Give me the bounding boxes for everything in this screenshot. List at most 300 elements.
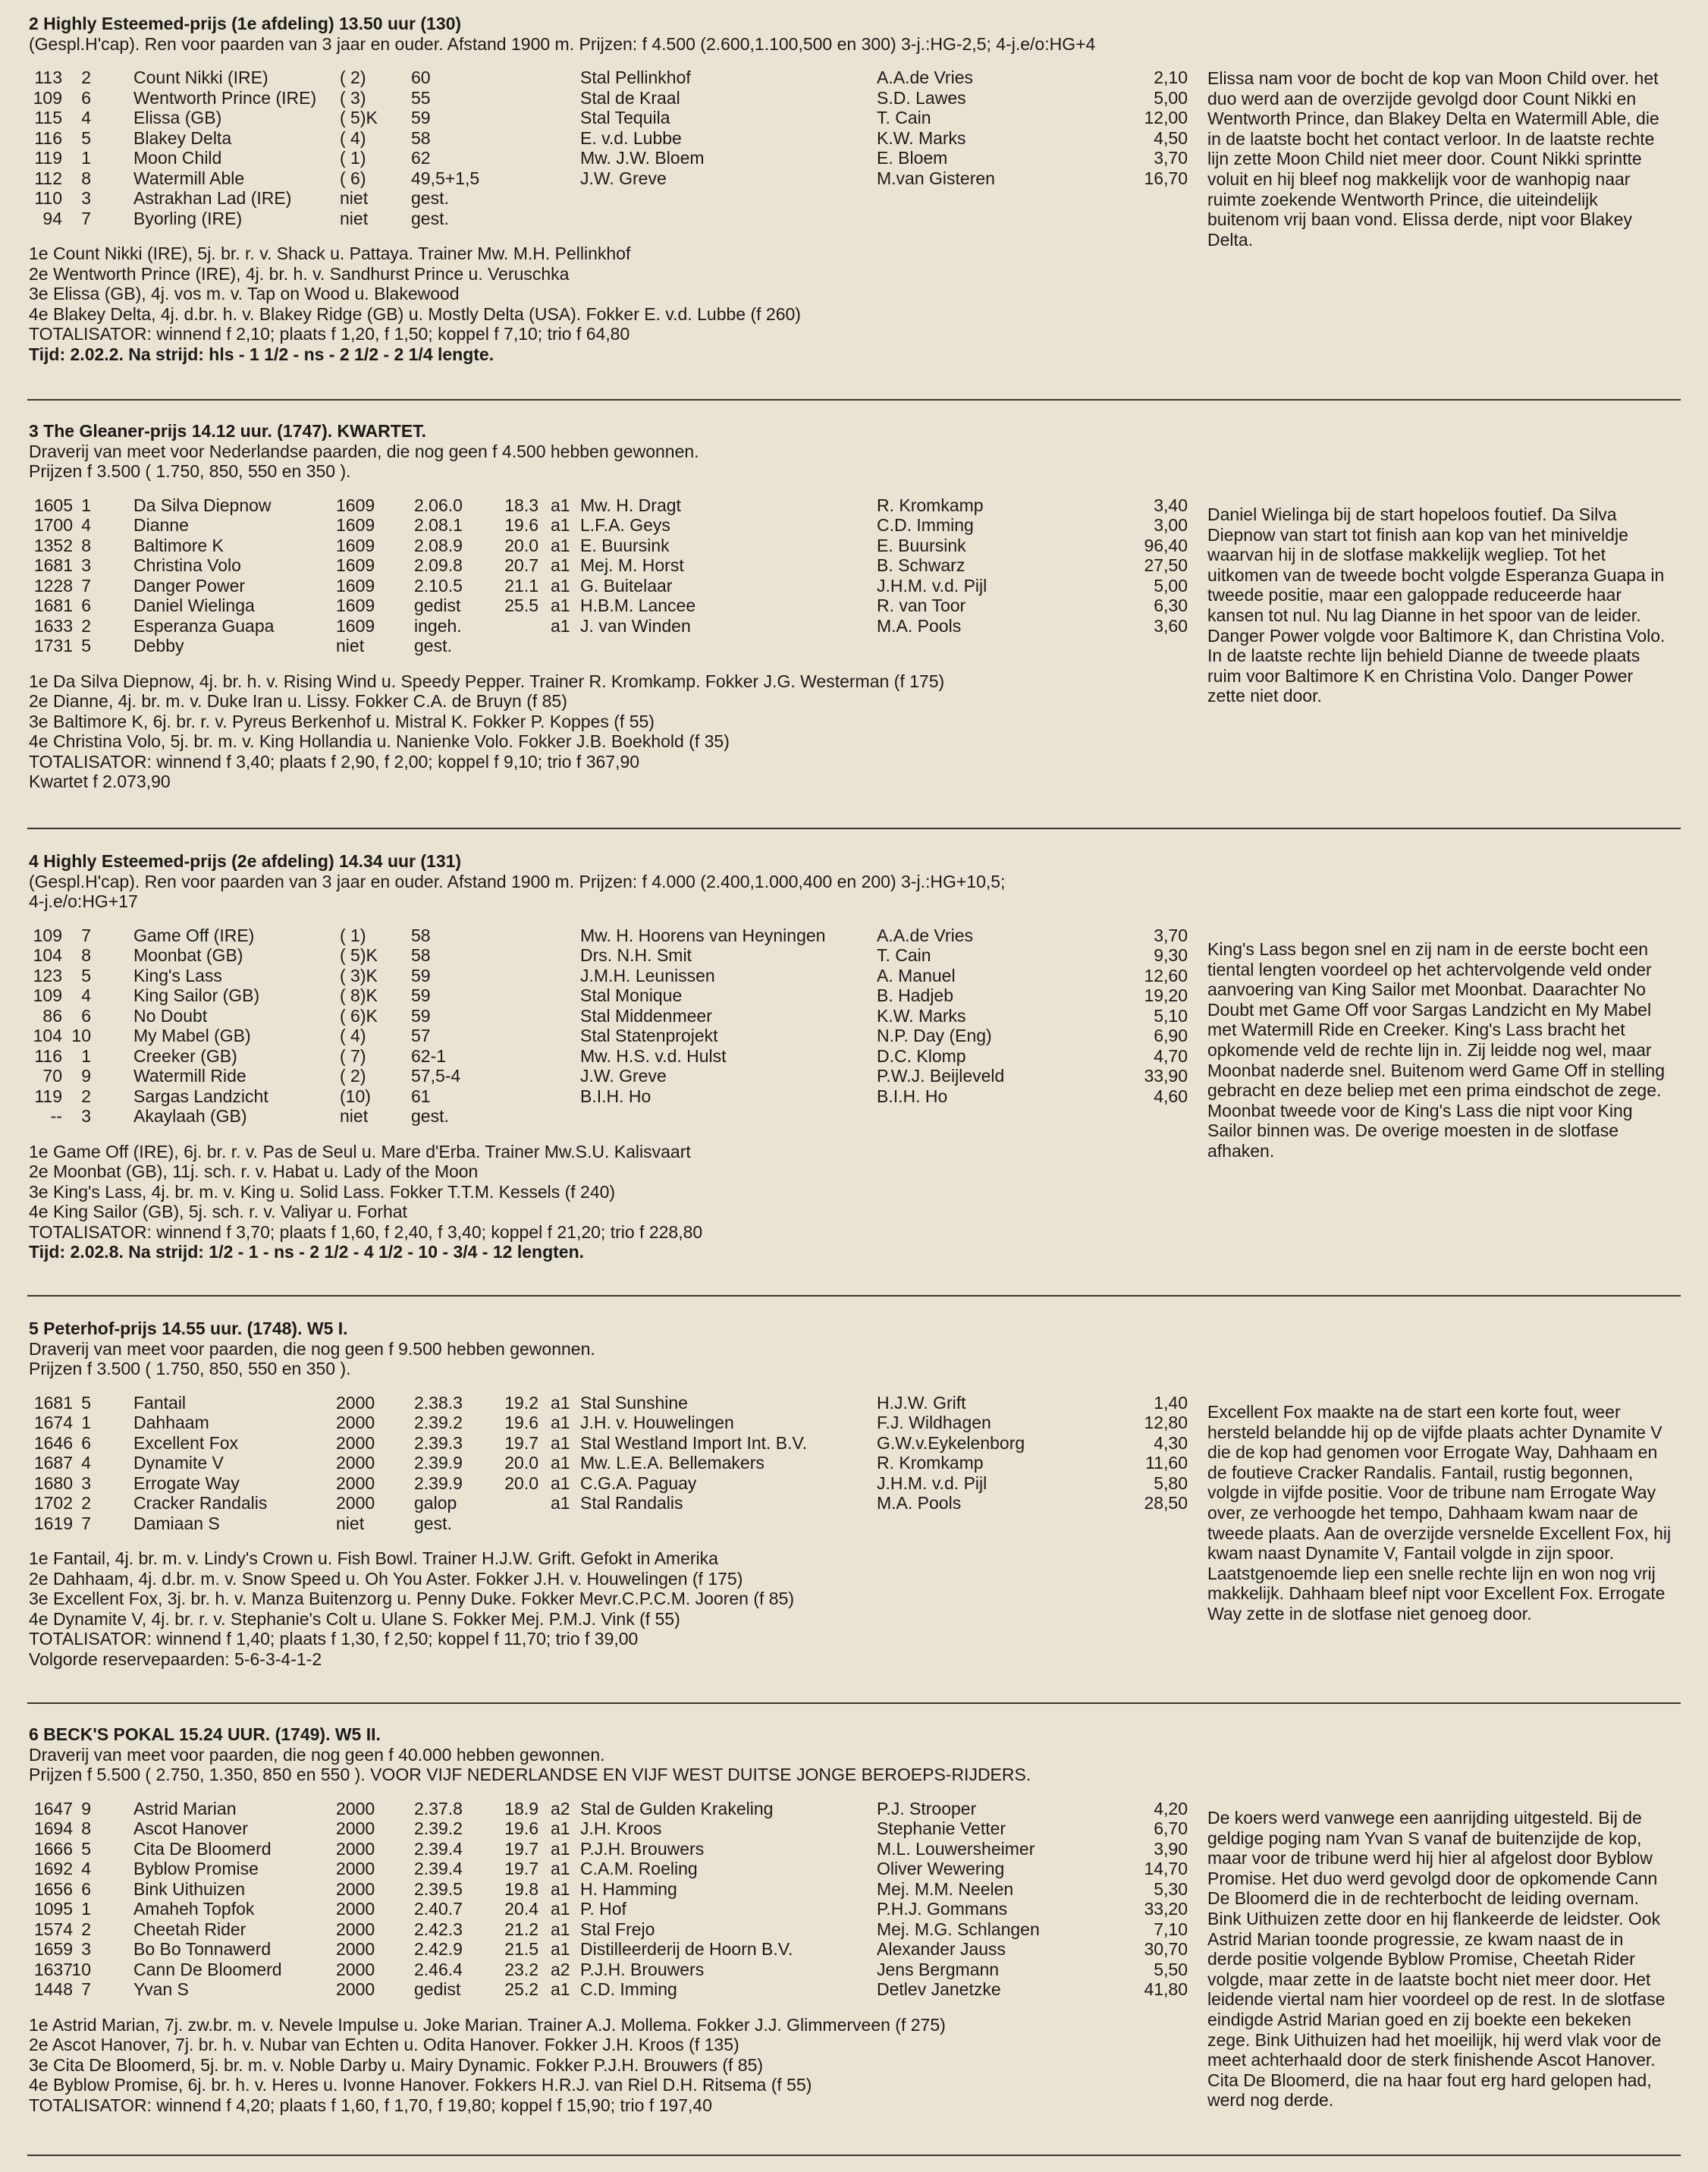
entry-dist: niet bbox=[336, 636, 365, 655]
entry-odds: 5,30 bbox=[1154, 1878, 1188, 1899]
entry-cls: a1 bbox=[551, 1939, 570, 1959]
entry-jockey: H.J.W. Grift bbox=[877, 1392, 966, 1413]
entry-draw: (10) bbox=[340, 1086, 371, 1106]
entry-dist: 2000 bbox=[336, 1413, 375, 1432]
race-commentary: De koers werd vanwege een aanrijding uitgesteld. Bij de geldige poging nam Yvan S vanaf de buitenzijde de kop, maar voor de tribune werd hij hier al afgelost door Byblow Promise. Het duo werd gevolgd door de opkomende Cann De Bloomerd die in de rechterbocht de leiding overnam. Bink Uithuizen zette door en hij flankeerde de leidster. Ook Astrid Marian toonde progressie, ze kwam naast de in derde positie volgende Byblow Promise, Cheetah Rider volgde, maar zette in de laatste bocht niet meer door. Het leidende viertal nam hier voordeel op de rest. In de slotfase eindigde Astrid Marian goed en zij boekte een bekeken zege. Bink Uithuizen had het moeilijk, hij werd vlak voor de meet achterhaald door de sterk finishende Ascot Hanover. Cita De Bloomerd, die na haar fout erg hard gelopen had, werd nog derde. bbox=[1207, 1808, 1666, 2111]
entry-odds: 7,10 bbox=[1154, 1919, 1188, 1939]
entry-dist: 2000 bbox=[336, 1818, 375, 1838]
entry-weight: 61 bbox=[411, 1086, 431, 1106]
entry-jockey: M.van Gisteren bbox=[877, 168, 995, 188]
entry-rating: 1637 bbox=[33, 1959, 73, 1979]
footer-line: 2e Ascot Hanover, 7j. br. h. v. Nubar van Echten u. Odita Hanover. Fokker J.H. Kroos (f 135) bbox=[29, 2035, 739, 2054]
entry-jockey: M.A. Pools bbox=[877, 615, 962, 636]
entry-cls: a1 bbox=[551, 1413, 570, 1432]
entry-cls: a1 bbox=[551, 615, 570, 636]
entry-rating: 104 bbox=[33, 945, 62, 965]
section-divider bbox=[27, 2155, 1681, 2156]
entry-rating: 1692 bbox=[33, 1859, 73, 1878]
entry-name: My Mabel (GB) bbox=[133, 1026, 251, 1045]
entry-rating: 1681 bbox=[33, 1392, 73, 1413]
entry-km: 19.6 bbox=[504, 1413, 538, 1432]
footer-line: 2e Dianne, 4j. br. m. v. Duke Iran u. Lissy. Fokker C.A. de Bruyn (f 85) bbox=[29, 691, 567, 711]
entry-time: 2.08.9 bbox=[414, 535, 463, 555]
race-section bbox=[29, 421, 1676, 792]
entry-num: 8 bbox=[81, 945, 91, 965]
entry-rating: 1659 bbox=[33, 1939, 73, 1959]
race-section bbox=[29, 851, 1676, 1262]
entry-rating: 109 bbox=[33, 985, 62, 1005]
entry-rating: 1095 bbox=[33, 1899, 73, 1919]
entry-time: 2.39.5 bbox=[414, 1878, 463, 1899]
entry-num: 3 bbox=[81, 1473, 91, 1493]
entry-draw: ( 7) bbox=[340, 1045, 366, 1066]
entry-name: Debby bbox=[133, 636, 184, 655]
entry-cls: a1 bbox=[551, 1859, 570, 1878]
entry-rating: 86 bbox=[42, 1005, 62, 1026]
entry-num: 4 bbox=[81, 1453, 91, 1473]
entry-cls: a1 bbox=[551, 495, 570, 515]
entry-dist: 1609 bbox=[336, 495, 375, 515]
entry-name: Christina Volo bbox=[133, 555, 241, 575]
entry-draw: ( 8)K bbox=[340, 985, 378, 1005]
entry-num: 4 bbox=[81, 985, 91, 1005]
entry-cls: a1 bbox=[551, 1392, 570, 1413]
entry-jockey: B. Hadjeb bbox=[877, 985, 954, 1005]
entry-name: Ascot Hanover bbox=[133, 1818, 248, 1838]
entry-weight: 60 bbox=[411, 68, 431, 87]
footer-line: TOTALISATOR: winnend f 4,20; plaats f 1,60, f 1,70, f 19,80; koppel f 15,90; trio f 197,40 bbox=[29, 2095, 712, 2115]
entry-draw: niet bbox=[340, 208, 369, 228]
entry-num: 6 bbox=[81, 87, 91, 108]
entry-jockey: P.H.J. Gommans bbox=[877, 1899, 1008, 1919]
entry-num: 1 bbox=[81, 1413, 91, 1432]
entry-km: 20.0 bbox=[504, 1453, 538, 1473]
entry-jockey: J.H.M. v.d. Pijl bbox=[877, 575, 987, 596]
entry-jockey: A.A.de Vries bbox=[877, 925, 973, 945]
entry-jockey: Mej. M.M. Neelen bbox=[877, 1878, 1014, 1899]
entry-time: 2.06.0 bbox=[414, 495, 463, 515]
entry-jockey: P.J. Strooper bbox=[877, 1798, 977, 1818]
entry-name: Wentworth Prince (IRE) bbox=[133, 87, 317, 108]
entry-km: 23.2 bbox=[504, 1959, 538, 1979]
entry-name: Astrakhan Lad (IRE) bbox=[133, 188, 292, 208]
entry-weight: 57 bbox=[411, 1026, 431, 1045]
footer-line: 4e Dynamite V, 4j. br. r. v. Stephanie's Colt u. Ulane S. Fokker Mej. P.M.J. Vink (f 55) bbox=[29, 1608, 680, 1629]
entry-draw: ( 6)K bbox=[340, 1005, 378, 1026]
race-conditions: (Gespl.H'cap). Ren voor paarden van 3 jaar en ouder. Afstand 1900 m. Prijzen: f 4.500 (2.600,1.100,500 en 300) 3-j.:HG-2,5; 4-j.e/o:HG+4 bbox=[29, 33, 1096, 54]
entry-time: gedist bbox=[414, 596, 461, 615]
entry-num: 7 bbox=[81, 208, 91, 228]
entry-odds: 30,70 bbox=[1144, 1939, 1188, 1959]
race-commentary: King's Lass begon snel en zij nam in de eerste bocht een tiental lengten voordeel op het achtervolgende veld onder aanvoering van King Sailor met Moonbat. Daarachter No Doubt met Game Off voor Sargas Landzicht en My Mabel met Watermill Ride en Creeker. King's Lass bracht het opkomende veld de rechte lijn in. Zij leidde nog wel, maar Moonbat naderde snel. Buitenom werd Game Off in stelling gebracht en deze beliep met een prima eindschot de zege. Moonbat tweede voor de King's Lass die nipt voor King Sailor binnen was. De overige moesten in de slotfase afhaken. bbox=[1207, 939, 1666, 1161]
entry-cls: a1 bbox=[551, 575, 570, 596]
entry-cls: a2 bbox=[551, 1959, 570, 1979]
entry-draw: ( 3) bbox=[340, 87, 366, 108]
entry-jockey: S.D. Lawes bbox=[877, 87, 966, 108]
entry-km: 21.1 bbox=[504, 575, 538, 596]
entry-dist: 2000 bbox=[336, 1919, 375, 1939]
entry-odds: 11,60 bbox=[1145, 1453, 1188, 1473]
entry-name: Astrid Marian bbox=[133, 1798, 237, 1818]
race-conditions: Draverij van meet voor paarden, die nog geen f 40.000 hebben gewonnen. bbox=[29, 1744, 605, 1765]
entry-time: gest. bbox=[414, 636, 452, 655]
race-conditions: Draverij van meet voor Nederlandse paarden, die nog geen f 4.500 hebben gewonnen. bbox=[29, 441, 699, 461]
entry-time: 2.46.4 bbox=[414, 1959, 463, 1979]
entry-name: Excellent Fox bbox=[133, 1432, 239, 1453]
entry-odds: 12,60 bbox=[1144, 965, 1188, 985]
entry-rating: 1619 bbox=[33, 1513, 73, 1533]
entry-owner: Stal Pellinkhof bbox=[580, 68, 691, 87]
entry-time: 2.38.3 bbox=[414, 1392, 463, 1413]
entry-num: 5 bbox=[81, 636, 91, 655]
entry-odds: 2,10 bbox=[1154, 68, 1188, 87]
entry-num: 1 bbox=[81, 1045, 91, 1066]
footer-line: 4e Byblow Promise, 6j. br. h. v. Heres u. Ivonne Hanover. Fokkers H.R.J. van Riel D.H. Ritsema (f 55) bbox=[29, 2075, 812, 2095]
entry-name: Akaylaah (GB) bbox=[133, 1106, 247, 1126]
entry-num: 5 bbox=[81, 965, 91, 985]
entry-dist: 2000 bbox=[336, 1859, 375, 1878]
entry-weight: 49,5+1,5 bbox=[411, 168, 480, 188]
entry-num: 3 bbox=[81, 555, 91, 575]
entry-num: 8 bbox=[81, 168, 91, 188]
race-section bbox=[29, 14, 1676, 364]
race-title: 6 BECK'S POKAL 15.24 UUR. (1749). W5 II. bbox=[29, 1724, 381, 1744]
race-conditions: Draverij van meet voor paarden, die nog geen f 9.500 hebben gewonnen. bbox=[29, 1338, 595, 1359]
entry-km: 25.5 bbox=[504, 596, 538, 615]
entry-name: Cita De Bloomerd bbox=[133, 1838, 272, 1859]
footer-line: 1e Count Nikki (IRE), 5j. br. r. v. Shack u. Pattaya. Trainer Mw. M.H. Pellinkhof bbox=[29, 244, 631, 263]
entry-owner: Stal Middenmeer bbox=[580, 1005, 712, 1026]
entry-odds: 4,60 bbox=[1154, 1086, 1188, 1106]
entry-jockey: C.D. Imming bbox=[877, 515, 974, 535]
race-section bbox=[29, 1319, 1676, 1669]
section-divider bbox=[27, 828, 1681, 829]
entry-rating: 1574 bbox=[33, 1919, 73, 1939]
entry-owner: E. v.d. Lubbe bbox=[580, 127, 682, 148]
entry-odds: 3,00 bbox=[1154, 515, 1188, 535]
entry-name: Damiaan S bbox=[133, 1513, 220, 1533]
entry-time: galop bbox=[414, 1493, 457, 1513]
entry-dist: 1609 bbox=[336, 535, 375, 555]
entry-jockey: E. Buursink bbox=[877, 535, 966, 555]
entry-time: 2.39.9 bbox=[414, 1453, 463, 1473]
entry-num: 8 bbox=[81, 535, 91, 555]
entry-weight: 58 bbox=[411, 925, 431, 945]
entry-name: No Doubt bbox=[133, 1005, 208, 1026]
race-commentary: Daniel Wielinga bij de start hopeloos foutief. Da Silva Diepnow van start tot finish aan kop van het miniveldje waarvan hij in de slotfase makkelijk wegliep. Tot het uitkomen van de tweede bocht volgde Esperanza Guapa in tweede positie, maar een galoppade reduceerde haar kansen tot nul. Nu lag Dianne in het spoor van de leider. Danger Power volgde voor Baltimore K, dan Christina Volo. In de laatste rechte lijn behield Dianne de tweede plaats ruim voor Baltimore K en Christina Volo. Danger Power zette niet door. bbox=[1207, 504, 1666, 706]
entry-owner: Distilleerderij de Hoorn B.V. bbox=[580, 1939, 793, 1959]
entry-odds: 5,50 bbox=[1154, 1959, 1188, 1979]
entry-jockey: J.H.M. v.d. Pijl bbox=[877, 1473, 987, 1493]
entry-odds: 28,50 bbox=[1144, 1493, 1188, 1513]
entry-num: 2 bbox=[81, 1493, 91, 1513]
entry-odds: 6,90 bbox=[1154, 1026, 1188, 1045]
entry-rating: 123 bbox=[33, 965, 62, 985]
footer-line: TOTALISATOR: winnend f 1,40; plaats f 1,30, f 2,50; koppel f 11,70; trio f 39,00 bbox=[29, 1629, 639, 1649]
entry-odds: 14,70 bbox=[1144, 1859, 1188, 1878]
entry-name: Yvan S bbox=[133, 1979, 189, 1999]
entry-km: 19.7 bbox=[504, 1838, 538, 1859]
entry-cls: a1 bbox=[551, 555, 570, 575]
footer-line: 2e Wentworth Prince (IRE), 4j. br. h. v. Sandhurst Prince u. Veruschka bbox=[29, 263, 570, 284]
entry-name: Moonbat (GB) bbox=[133, 945, 243, 965]
race-title: 4 Highly Esteemed-prijs (2e afdeling) 14.34 uur (131) bbox=[29, 851, 462, 871]
entry-owner: C.D. Imming bbox=[580, 1979, 677, 1999]
entry-owner: P. Hof bbox=[580, 1899, 626, 1919]
entry-odds: 16,70 bbox=[1144, 168, 1188, 188]
entry-time: 2.10.5 bbox=[414, 575, 463, 596]
entry-owner: Stal Statenprojekt bbox=[580, 1026, 718, 1045]
entry-name: Cheetah Rider bbox=[133, 1919, 246, 1939]
entry-draw: ( 4) bbox=[340, 127, 366, 148]
footer-line: 1e Fantail, 4j. br. m. v. Lindy's Crown u. Fish Bowl. Trainer H.J.W. Grift. Gefokt in Amerika bbox=[29, 1548, 718, 1568]
entry-name: Moon Child bbox=[133, 148, 222, 168]
footer-line: 3e Elissa (GB), 4j. vos m. v. Tap on Wood u. Blakewood bbox=[29, 284, 460, 303]
entry-draw: ( 3)K bbox=[340, 965, 378, 985]
entry-km: 20.0 bbox=[504, 1473, 538, 1493]
entry-cls: a1 bbox=[551, 1473, 570, 1493]
entry-owner: J.W. Greve bbox=[580, 168, 667, 188]
entry-weight: 58 bbox=[411, 127, 431, 148]
entry-name: Baltimore K bbox=[133, 535, 224, 555]
race-conditions: Prijzen f 3.500 ( 1.750, 850, 550 en 350 ). bbox=[29, 1359, 351, 1378]
race-commentary: Elissa nam voor de bocht de kop van Moon Child over. het duo werd aan de overzijde gevolgd door Count Nikki en Wentworth Prince, dan Blakey Delta en Watermill Able, die in de laatste bocht het contact verloor. In de laatste rechte lijn zette Moon Child niet meer door. Count Nikki sprintte voluit en hij bleef nog makkelijk voor de wanhopig naar ruimte zoekende Wentworth Prince, die uiteindelijk buitenom vrij baan vond. Elissa derde, nipt voor Blakey Delta. bbox=[1207, 68, 1659, 250]
entry-time: 2.39.4 bbox=[414, 1838, 463, 1859]
entry-weight: gest. bbox=[411, 188, 449, 208]
race-time-margins: Tijd: 2.02.8. Na strijd: 1/2 - 1 - ns - 2 1/2 - 4 1/2 - 10 - 3/4 - 12 lengten. bbox=[29, 1242, 585, 1262]
footer-line: 4e Blakey Delta, 4j. d.br. h. v. Blakey Ridge (GB) u. Mostly Delta (USA). Fokker E. v.d. Lubbe (f 260) bbox=[29, 303, 801, 324]
entry-odds: 6,30 bbox=[1154, 596, 1188, 615]
entry-cls: a1 bbox=[551, 1493, 570, 1513]
entry-weight: 62 bbox=[411, 148, 431, 168]
entry-jockey: G.W.v.Eykelenborg bbox=[877, 1432, 1025, 1453]
entry-owner: Mej. M. Horst bbox=[580, 555, 684, 575]
entry-cls: a1 bbox=[551, 596, 570, 615]
entry-odds: 4,20 bbox=[1154, 1798, 1188, 1818]
entry-num: 10 bbox=[71, 1026, 91, 1045]
entry-odds: 5,10 bbox=[1154, 1005, 1188, 1026]
race-title: 3 The Gleaner-prijs 14.12 uur. (1747). KWARTET. bbox=[29, 421, 427, 441]
footer-line: 3e King's Lass, 4j. br. m. v. King u. Solid Lass. Fokker T.T.M. Kessels (f 240) bbox=[29, 1181, 616, 1202]
entry-jockey: T. Cain bbox=[877, 945, 931, 965]
entry-cls: a1 bbox=[551, 1919, 570, 1939]
entry-weight: 59 bbox=[411, 108, 431, 127]
entry-owner: G. Buitelaar bbox=[580, 575, 673, 596]
entry-weight: gest. bbox=[411, 1106, 449, 1126]
entry-odds: 33,90 bbox=[1144, 1066, 1188, 1086]
race-conditions: Prijzen f 5.500 ( 2.750, 1.350, 850 en 550 ). VOOR VIJF NEDERLANDSE EN VIJF WEST DUITSE JONGE BEROEPS-RIJDERS. bbox=[29, 1765, 1031, 1784]
entry-jockey: A.A.de Vries bbox=[877, 68, 973, 87]
entry-draw: ( 5)K bbox=[340, 108, 378, 127]
entry-jockey: E. Bloem bbox=[877, 148, 948, 168]
entry-num: 2 bbox=[81, 1919, 91, 1939]
entry-km: 19.8 bbox=[504, 1878, 538, 1899]
entry-weight: 59 bbox=[411, 965, 431, 985]
entry-km: 19.2 bbox=[504, 1392, 538, 1413]
entry-rating: 113 bbox=[34, 68, 62, 87]
entry-cls: a1 bbox=[551, 1818, 570, 1838]
entry-num: 1 bbox=[81, 148, 91, 168]
entry-odds: 27,50 bbox=[1144, 555, 1188, 575]
footer-line: 3e Cita De Bloomerd, 5j. br. m. v. Noble Darby u. Mairy Dynamic. Fokker P.J.H. Brouwers (f 85) bbox=[29, 2054, 764, 2075]
entry-dist: 2000 bbox=[336, 1432, 375, 1453]
entry-dist: 1609 bbox=[336, 596, 375, 615]
entry-rating: 1680 bbox=[33, 1473, 73, 1493]
entry-dist: 1609 bbox=[336, 515, 375, 535]
footer-line: 1e Da Silva Diepnow, 4j. br. h. v. Rising Wind u. Speedy Pepper. Trainer R. Kromkamp. Fokker J.G. Westerman (f 175) bbox=[29, 671, 945, 691]
entry-time: 2.39.3 bbox=[414, 1432, 463, 1453]
entry-rating: 1681 bbox=[33, 596, 73, 615]
entry-km: 20.7 bbox=[504, 555, 538, 575]
entry-cls: a1 bbox=[551, 515, 570, 535]
entry-dist: niet bbox=[336, 1513, 365, 1533]
entry-time: ingeh. bbox=[414, 615, 462, 636]
entry-rating: 1633 bbox=[33, 615, 73, 636]
footer-line: 3e Excellent Fox, 3j. br. h. v. Manza Buitenzorg u. Penny Duke. Fokker Mevr.C.P.C.M. Jooren (f 85) bbox=[29, 1589, 795, 1608]
entry-num: 9 bbox=[81, 1798, 91, 1818]
entry-num: 6 bbox=[81, 1432, 91, 1453]
entry-owner: Mw. H. Hoorens van Heyningen bbox=[580, 925, 826, 945]
entry-name: Fantail bbox=[133, 1392, 187, 1413]
entry-jockey: M.L. Louwersheimer bbox=[877, 1838, 1035, 1859]
entry-name: Blakey Delta bbox=[133, 127, 232, 148]
entry-num: 3 bbox=[81, 188, 91, 208]
entry-dist: 2000 bbox=[336, 1838, 375, 1859]
entry-odds: 5,00 bbox=[1154, 87, 1188, 108]
entry-owner: E. Buursink bbox=[580, 535, 670, 555]
footer-line: 2e Dahhaam, 4j. d.br. m. v. Snow Speed u. Oh You Aster. Fokker J.H. v. Houwelingen (f 175) bbox=[29, 1568, 743, 1589]
entry-jockey: T. Cain bbox=[877, 108, 931, 127]
entry-jockey: B.I.H. Ho bbox=[877, 1086, 948, 1106]
entry-jockey: A. Manuel bbox=[877, 965, 956, 985]
entry-odds: 3,90 bbox=[1154, 1838, 1188, 1859]
entry-jockey: K.W. Marks bbox=[877, 127, 966, 148]
entry-time: 2.40.7 bbox=[414, 1899, 463, 1919]
entry-time: gedist bbox=[414, 1979, 461, 1999]
entry-rating: 94 bbox=[42, 208, 62, 228]
entry-jockey: R. Kromkamp bbox=[877, 1453, 984, 1473]
entry-owner: J.W. Greve bbox=[580, 1066, 667, 1086]
entry-owner: Stal Monique bbox=[580, 985, 683, 1005]
entry-rating: 119 bbox=[34, 1086, 62, 1106]
entry-draw: niet bbox=[340, 1106, 369, 1126]
entry-num: 7 bbox=[81, 925, 91, 945]
entry-jockey: M.A. Pools bbox=[877, 1493, 962, 1513]
entry-jockey: D.C. Klomp bbox=[877, 1045, 966, 1066]
footer-line: Kwartet f 2.073,90 bbox=[29, 772, 171, 791]
entry-owner: Mw. H.S. v.d. Hulst bbox=[580, 1045, 727, 1066]
footer-line: TOTALISATOR: winnend f 3,40; plaats f 2,90, f 2,00; koppel f 9,10; trio f 367,90 bbox=[29, 751, 640, 772]
entry-rating: 1647 bbox=[33, 1798, 73, 1818]
entry-weight: 55 bbox=[411, 87, 431, 108]
entry-km: 19.6 bbox=[504, 1818, 538, 1838]
entry-owner: Stal Sunshine bbox=[580, 1392, 688, 1413]
entry-jockey: Jens Bergmann bbox=[877, 1959, 1000, 1979]
entry-jockey: R. van Toor bbox=[877, 596, 966, 615]
footer-line: 4e Christina Volo, 5j. br. m. v. King Hollandia u. Nanienke Volo. Fokker J.B. Boekhold (f 35) bbox=[29, 731, 730, 751]
entry-dist: 2000 bbox=[336, 1473, 375, 1493]
entry-km: 19.7 bbox=[504, 1859, 538, 1878]
entry-cls: a1 bbox=[551, 1979, 570, 1999]
entry-jockey: Alexander Jauss bbox=[877, 1939, 1006, 1959]
entry-owner: Mw. L.E.A. Bellemakers bbox=[580, 1453, 765, 1473]
entry-owner: P.J.H. Brouwers bbox=[580, 1959, 705, 1979]
entry-km: 20.0 bbox=[504, 535, 538, 555]
entry-cls: a1 bbox=[551, 535, 570, 555]
entry-jockey: B. Schwarz bbox=[877, 555, 965, 575]
entry-rating: 109 bbox=[33, 925, 62, 945]
entry-odds: 41,80 bbox=[1144, 1979, 1188, 1999]
entry-odds: 3,40 bbox=[1154, 495, 1188, 515]
entry-owner: J. van Winden bbox=[580, 615, 691, 636]
entry-rating: -- bbox=[50, 1106, 62, 1126]
entry-odds: 12,80 bbox=[1144, 1413, 1188, 1432]
entry-km: 21.2 bbox=[504, 1919, 538, 1939]
entry-odds: 19,20 bbox=[1144, 985, 1188, 1005]
entry-km: 18.3 bbox=[504, 495, 538, 515]
footer-line: 1e Game Off (IRE), 6j. br. r. v. Pas de Seul u. Mare d'Erba. Trainer Mw.S.U. Kalisvaart bbox=[29, 1141, 691, 1161]
entry-weight: 57,5-4 bbox=[411, 1066, 461, 1086]
entry-name: Da Silva Diepnow bbox=[133, 495, 272, 515]
entry-odds: 5,00 bbox=[1154, 575, 1188, 596]
entry-owner: J.H. Kroos bbox=[580, 1818, 662, 1838]
entry-rating: 1700 bbox=[33, 515, 73, 535]
entry-rating: 1448 bbox=[33, 1979, 73, 1999]
entry-draw: ( 4) bbox=[340, 1026, 366, 1045]
entry-name: Errogate Way bbox=[133, 1473, 240, 1493]
entry-owner: J.M.H. Leunissen bbox=[580, 965, 715, 985]
entry-num: 6 bbox=[81, 1878, 91, 1899]
footer-line: TOTALISATOR: winnend f 3,70; plaats f 1,60, f 2,40, f 3,40; koppel f 21,20; trio f 228,80 bbox=[29, 1221, 703, 1242]
entry-jockey: Oliver Wewering bbox=[877, 1859, 1005, 1878]
entry-draw: ( 1) bbox=[340, 925, 366, 945]
entry-weight: 62-1 bbox=[411, 1045, 447, 1066]
entry-time: 2.39.2 bbox=[414, 1413, 463, 1432]
entry-rating: 104 bbox=[33, 1026, 62, 1045]
footer-line: 1e Astrid Marian, 7j. zw.br. m. v. Nevele Impulse u. Joke Marian. Trainer A.J. Mollema. Fokker J.J. Glimmerveen (f 275) bbox=[29, 2014, 946, 2035]
race-title: 5 Peterhof-prijs 14.55 uur. (1748). W5 I. bbox=[29, 1319, 348, 1338]
entry-weight: 59 bbox=[411, 1005, 431, 1026]
entry-rating: 1674 bbox=[33, 1413, 73, 1432]
entry-name: Amaheh Topfok bbox=[133, 1899, 255, 1919]
entry-time: 2.39.2 bbox=[414, 1818, 463, 1838]
entry-draw: ( 2) bbox=[340, 68, 366, 87]
entry-num: 4 bbox=[81, 1859, 91, 1878]
entry-time: 2.39.9 bbox=[414, 1473, 463, 1493]
entry-num: 7 bbox=[81, 1513, 91, 1533]
entry-rating: 70 bbox=[42, 1066, 62, 1086]
entry-km: 19.6 bbox=[504, 515, 538, 535]
entry-num: 2 bbox=[81, 615, 91, 636]
entry-weight: 58 bbox=[411, 945, 431, 965]
entry-odds: 4,30 bbox=[1154, 1432, 1188, 1453]
entry-dist: 2000 bbox=[336, 1878, 375, 1899]
entry-rating: 116 bbox=[34, 1045, 62, 1066]
entry-cls: a2 bbox=[551, 1798, 570, 1818]
entry-num: 1 bbox=[81, 1899, 91, 1919]
entry-num: 3 bbox=[81, 1939, 91, 1959]
entry-odds: 12,00 bbox=[1144, 108, 1188, 127]
entry-rating: 110 bbox=[34, 188, 62, 208]
entry-name: Esperanza Guapa bbox=[133, 615, 275, 636]
entry-owner: Drs. N.H. Smit bbox=[580, 945, 692, 965]
entry-time: 2.09.8 bbox=[414, 555, 463, 575]
entry-num: 2 bbox=[81, 68, 91, 87]
entry-owner: C.A.M. Roeling bbox=[580, 1859, 698, 1878]
entry-odds: 6,70 bbox=[1154, 1818, 1188, 1838]
entry-cls: a1 bbox=[551, 1432, 570, 1453]
section-divider bbox=[27, 399, 1681, 401]
